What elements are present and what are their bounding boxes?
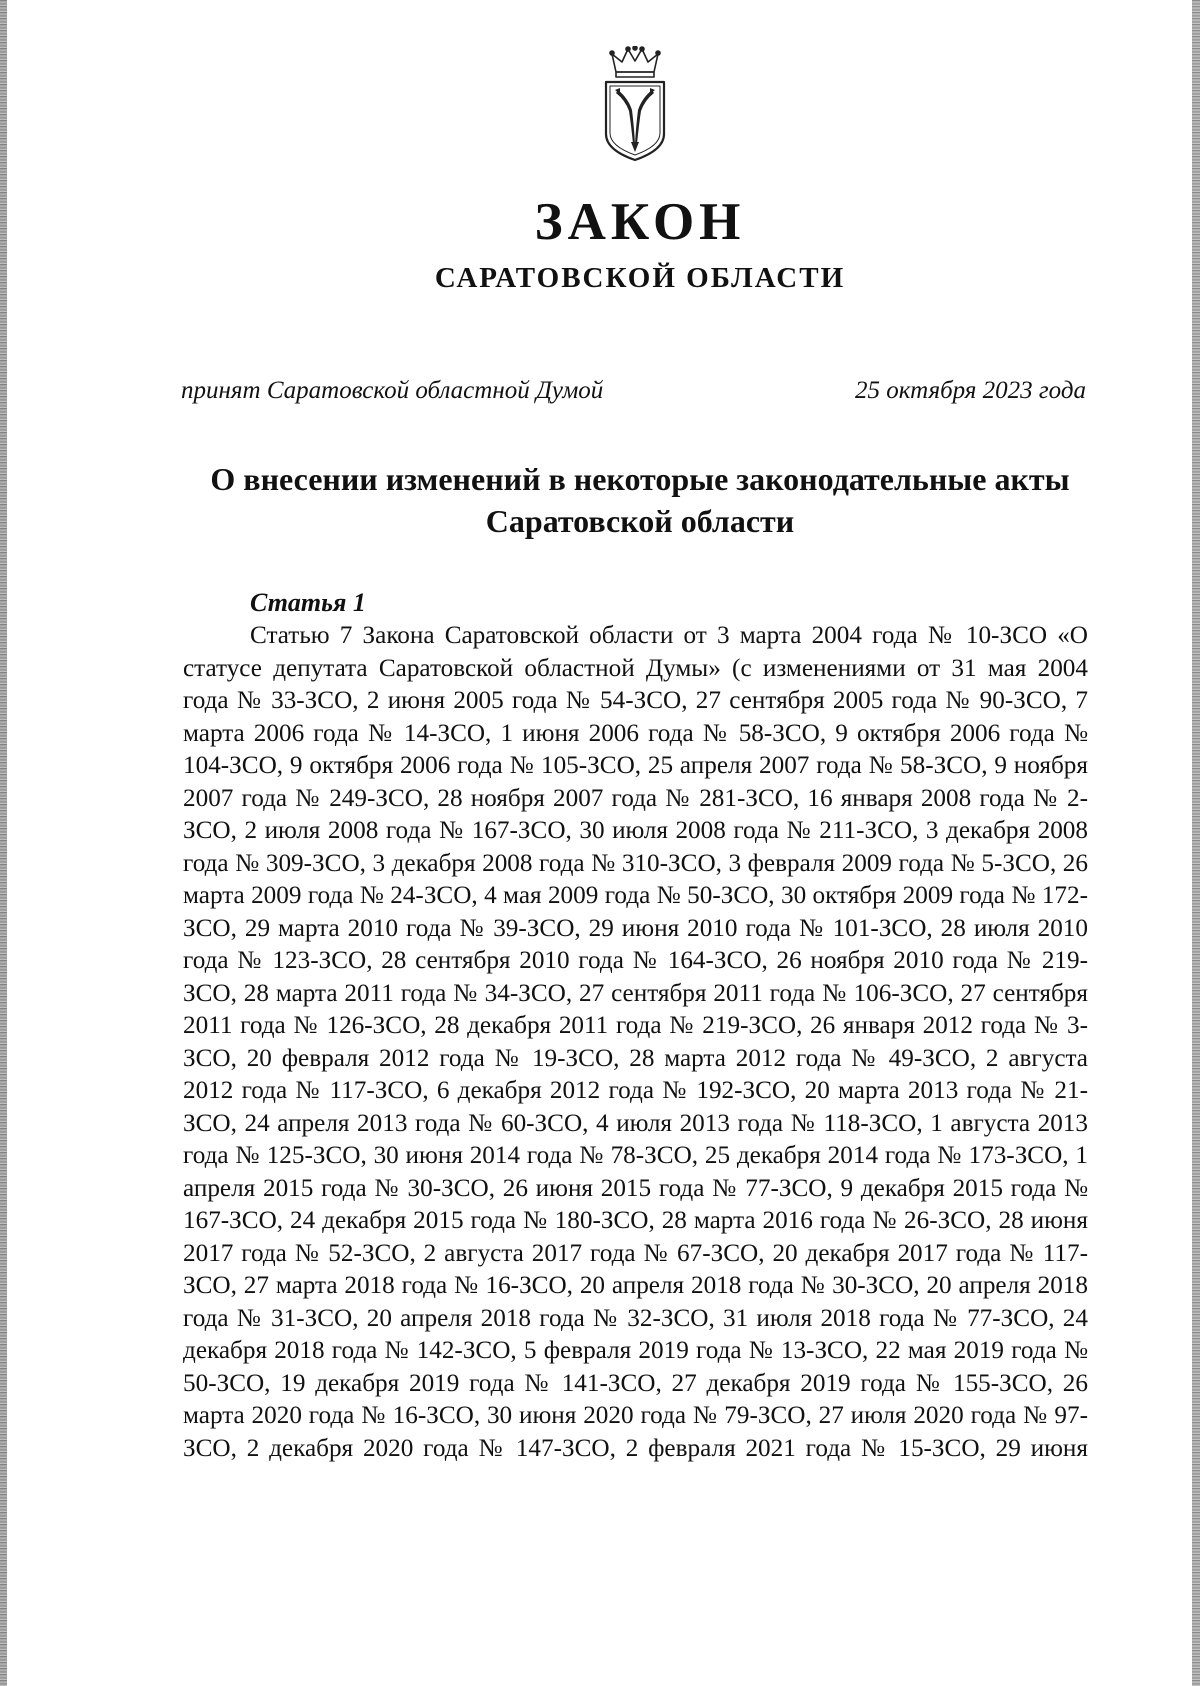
article-body xyxy=(183,620,1088,1465)
adopted-by: принят Саратовской областной Думой xyxy=(181,377,604,404)
scan-edge-left xyxy=(0,0,7,1686)
law-subtitle: САРАТОВСКОЙ ОБЛАСТИ xyxy=(434,262,846,294)
document-heading: О внесении изменений в некоторые законодательные акты Саратовской области xyxy=(210,461,1070,539)
coat-of-arms-icon xyxy=(598,46,672,166)
law-title: ЗАКОН xyxy=(534,193,746,251)
scan-edge-right xyxy=(1192,0,1200,1686)
article-paragraph: Статью 7 Закона Саратовской области от 3 марта 2004 года № 10-ЗСО «О статусе депутата Саратовской областной Думы» (с изменениями от 31 мая 2004 года № 33-ЗСО, 2 июня 2005 года № 54-ЗСО, 27 сентября 2005 года № 90-ЗСО, 7 марта 2006 года № 14-ЗСО, 1 июня 2006 года № 58-ЗСО, 9 октября 2006 года № 104-ЗСО, 9 октября 2006 года № 105-ЗСО, 25 апреля 2007 года № 58-ЗСО, 9 ноября 2007 года № 249-ЗСО, 28 ноября 2007 года № 281-ЗСО, 16 января 2008 года № 2-ЗСО, 2 июля 2008 года № 167-ЗСО, 30 июля 2008 года № 211-ЗСО, 3 декабря 2008 года № 309-ЗСО, 3 декабря 2008 года № 310-ЗСО, 3 февраля 2009 года № 5-ЗСО, 26 марта 2009 года № 24-ЗСО, 4 мая 2009 года № 50-ЗСО, 30 октября 2009 года № 172-ЗСО, 29 марта 2010 года № 39-ЗСО, 29 июня 2010 года № 101-ЗСО, 28 июля 2010 года № 123-ЗСО, 28 сентября 2010 года № 164-ЗСО, 26 ноября 2010 года № 219-ЗСО, 28 марта 2011 года № 34-ЗСО, 27 сентября 2011 года № 106-ЗСО, 27 сентября 2011 года № 126-ЗСО, 28 декабря 2011 года № 219-ЗСО, 26 января 2012 года № 3-ЗСО, 20 февраля 2012 года № 19-ЗСО, 28 марта 2012 года № 49-ЗСО, 2 августа 2012 года № 117-ЗСО, 6 декабря 2012 года № 192-ЗСО, 20 марта 2013 года № 21-ЗСО, 24 апреля 2013 года № 60-ЗСО, 4 июля 2013 года № 118-ЗСО, 1 августа 2013 года № 125-ЗСО, 30 июня 2014 года № 78-ЗСО, 25 декабря 2014 года № 173-ЗСО, 1 апреля 2015 года № 30-ЗСО, 26 июня 2015 года № 77-ЗСО, 9 декабря 2015 года № 167-ЗСО, 24 декабря 2015 года № 180-ЗСО, 28 марта 2016 года № 26-ЗСО, 28 июня 2017 года № 52-ЗСО, 2 августа 2017 года № 67-ЗСО, 20 декабря 2017 года № 117-ЗСО, 27 марта 2018 года № 16-ЗСО, 20 апреля 2018 года № 30-ЗСО, 20 апреля 2018 года № 31-ЗСО, 20 апреля 2018 года № 32-ЗСО, 31 июля 2018 года № 77-ЗСО, 24 декабря 2018 года № 142-ЗСО, 5 февраля 2019 года № 13-ЗСО, 22 мая 2019 года № 50-ЗСО, 19 декабря 2019 года № 141-ЗСО, 27 декабря 2019 года № 155-ЗСО, 26 марта 2020 года № 16-ЗСО, 30 июня 2020 года № 79-ЗСО, 27 июля 2020 года № 97-ЗСО, 2 декабря 2020 года № 147-ЗСО, 2 февраля 2021 года № 15-ЗСО, 29 июня xyxy=(183,622,1088,1462)
adopted-date: 25 октября 2023 года xyxy=(854,377,1086,404)
article-title: Статья 1 xyxy=(250,588,366,617)
